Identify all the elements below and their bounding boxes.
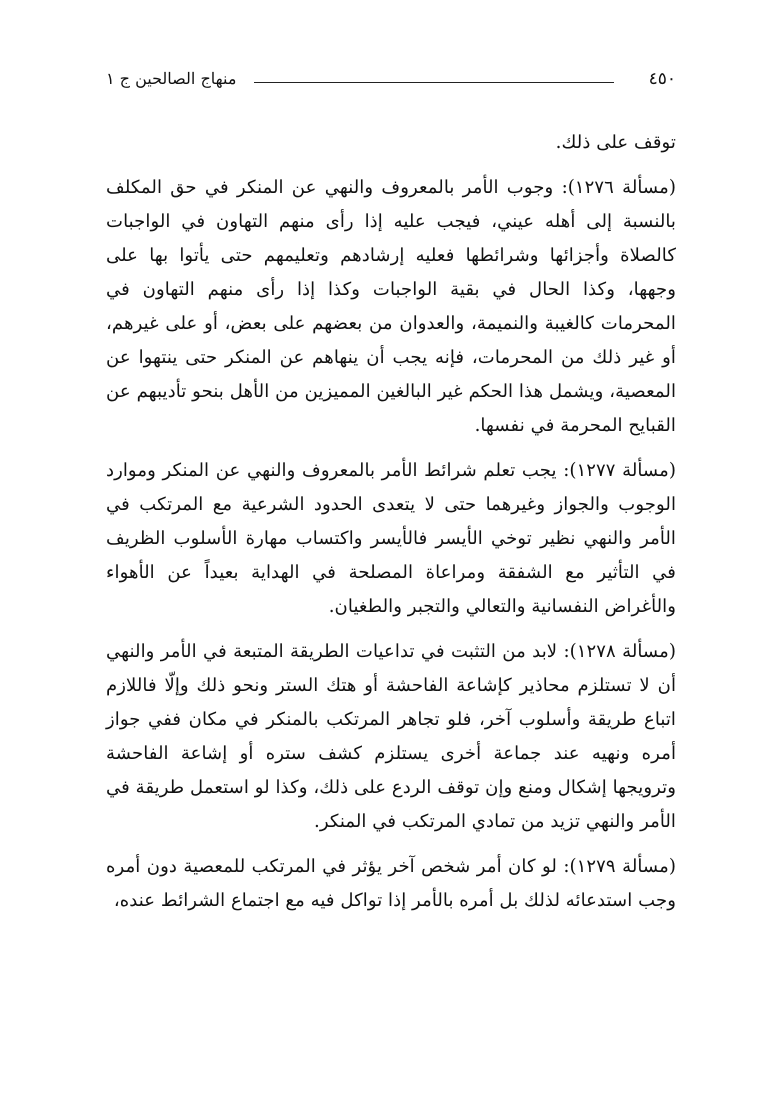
page-header bbox=[106, 66, 676, 96]
paragraph-continuation bbox=[106, 126, 676, 160]
issue-label: (مسألة ١٢٧٨): bbox=[563, 641, 676, 662]
paragraph-text: لو كان أمر شخص آخر يؤثر في المرتكب للمعصية دون أمره وجب استدعائه لذلك بل أمره بالأمر إذا تواكل فيه مع اجتماع الشرائط عنده، bbox=[106, 856, 676, 911]
page-number: ٤٥٠ bbox=[648, 69, 676, 89]
paragraph-issue-1279 bbox=[106, 850, 676, 918]
paragraph-text: لابد من التثبت في تداعيات الطريقة المتبعة في الأمر والنهي أن لا تستلزم محاذير كإشاعة الفاحشة أو هتك الستر ونحو ذلك وإلّا فاللازم اتباع طريقة وأسلوب آخر، فلو تجاهر المرتكب بالمنكر في مكان ففي جواز أمره ونهيه عند جماعة أخرى يستلزم كشف ستره أو إشاعة الفاحشة وترويجها إشكال ومنع وإن توقف الردع على ذلك، وكذا لو استعمل طريقة في الأمر والنهي تزيد من تمادي المرتكب في المنكر. bbox=[106, 641, 676, 832]
paragraph-issue-1277 bbox=[106, 454, 676, 624]
issue-label: (مسألة ١٢٧٧): bbox=[563, 460, 676, 481]
paragraph-text: توقف على ذلك. bbox=[555, 132, 676, 153]
book-page bbox=[106, 66, 676, 929]
paragraph-issue-1278 bbox=[106, 635, 676, 839]
paragraph-text: وجوب الأمر بالمعروف والنهي عن المنكر في حق المكلف بالنسبة إلى أهله عيني، فيجب عليه إذا رأى منهم التهاون في الواجبات كالصلاة وأجزائها وشرائطها فعليه إرشادهم وتعليمهم حتى يأتوا بها على وجهها، وكذا الحال في بقية الواجبات وكذا إذا رأى منهم التهاون في المحرمات كالغيبة والنميمة، والعدوان من بعضهم على بعض، أو على غيرهم، أو غير ذلك من المحرمات، فإنه يجب أن ينهاهم عن المنكر حتى ينتهوا عن المعصية، ويشمل هذا الحكم غير البالغين المميزين من الأهل بنحو تأديبهم عن القبايح المحرمة في نفسها. bbox=[106, 177, 676, 436]
issue-label: (مسألة ١٢٧٩): bbox=[563, 856, 676, 877]
paragraph-text: يجب تعلم شرائط الأمر بالمعروف والنهي عن المنكر وموارد الوجوب والجواز وغيرهما حتى لا يتعدى الحدود الشرعية مع المرتكب في الأمر والنهي نظير توخي الأيسر فالأيسر واكتساب مهارة الأسلوب الظريف في التأثير مع الشفقة ومراعاة المصلحة في الهداية بعيداً عن الأهواء والأغراض النفسانية والتعالي والتجبر والطغيان. bbox=[106, 460, 676, 617]
header-rule bbox=[254, 82, 614, 83]
paragraph-issue-1276 bbox=[106, 171, 676, 443]
issue-label: (مسألة ١٢٧٦): bbox=[561, 177, 676, 198]
running-title: منهاج الصالحين ج ١ bbox=[106, 69, 237, 88]
